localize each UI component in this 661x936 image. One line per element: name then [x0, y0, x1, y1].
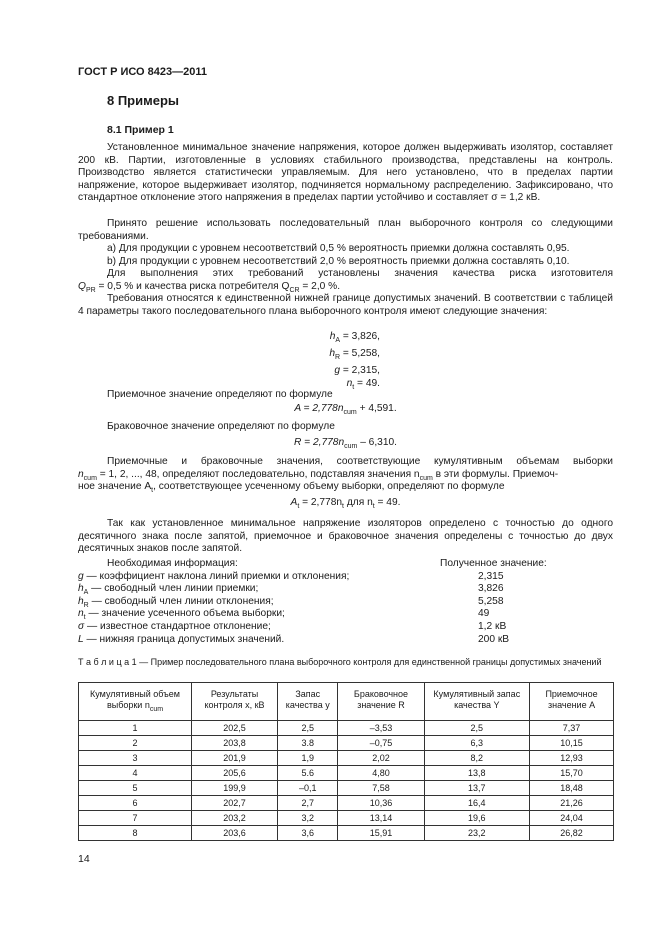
reject-formula: $R = 2,778n_{cum} - 6,310$.	[293, 437, 398, 451]
table-row	[79, 811, 614, 826]
table-row	[79, 721, 614, 736]
table-cell: 201,9	[192, 751, 278, 766]
param-nt: $n_t = 49$.	[346, 378, 380, 392]
table-cell: –0,1	[278, 781, 338, 796]
table-cell: 13,8	[424, 766, 530, 781]
table-cell: 2,5	[424, 721, 530, 736]
paragraph-3-line-1: Для выполнения этих требований установлены значения качества риска изготовителя	[107, 268, 613, 279]
table-cell: 202,5	[192, 721, 278, 736]
page-number: 14	[78, 853, 90, 865]
table-cell: 13,14	[338, 811, 424, 826]
param-hr: $h_R = 5,258$,	[329, 348, 380, 362]
table-header-cell: Запас качества y	[278, 683, 338, 721]
table-body	[79, 721, 614, 841]
table-cell: 202,7	[192, 796, 278, 811]
table-header-cell: Кумулятивный запас качества Y	[424, 683, 530, 721]
table-row	[79, 781, 614, 796]
param-ha: $h_A = 3,826$,	[329, 331, 380, 345]
table-cell: 3,6	[278, 826, 338, 841]
table-cell: 3,2	[278, 811, 338, 826]
table-cell: 8	[79, 826, 192, 841]
table-cell: 3.8	[278, 736, 338, 751]
subsection-title: 8.1 Пример 1	[107, 124, 174, 136]
table-row	[79, 736, 614, 751]
table-cell: 18,48	[530, 781, 614, 796]
table-row	[79, 766, 614, 781]
table-cell: 15,91	[338, 826, 424, 841]
item-b: b) Для продукции с уровнем несоответствий 2,0 % вероятность приемки должна составлять 0,10.	[107, 256, 570, 267]
paragraph-2: Принято решение использовать последовательный план выборочного контроля со следующими требованиями.	[78, 218, 613, 242]
table-row	[79, 751, 614, 766]
info-row: $h_A$ — свободный член линии приемки; 3,826	[78, 583, 504, 597]
table-cell: 24,04	[530, 811, 614, 826]
table-cell: 5.6	[278, 766, 338, 781]
table-cell: 7,37	[530, 721, 614, 736]
table-cell: 1	[79, 721, 192, 736]
table-cell: 4	[79, 766, 192, 781]
table-cell: 203,6	[192, 826, 278, 841]
accept-formula: $A = 2,778n_{cum} + 4,591$.	[294, 403, 397, 417]
table-cell: 7,58	[338, 781, 424, 796]
info-row: $n_t$ — значение усеченного объема выборки; 49	[78, 608, 490, 622]
paragraph-6: Так как установленное минимальное напряжение изоляторов определено с точностью до одного десятичного знака после запятой, приемочное и браковочное значения определены с точностью до двух десятичных знаков после запятой.	[78, 518, 613, 555]
info-row: g — коэффициент наклона линий приемки и отклонения; 2,315	[78, 570, 504, 582]
table-caption: Т а б л и ц а 1 — Пример последовательного плана выборочного контроля для единственной границы допустимых значений	[78, 657, 602, 667]
info-row: $h_R$ — свободный член линии отклонения; 5,258	[78, 595, 504, 609]
table-cell: 205,6	[192, 766, 278, 781]
table-cell: 203,2	[192, 811, 278, 826]
info-list	[78, 558, 613, 646]
table-cell: 2,5	[278, 721, 338, 736]
q-pr-symbol: Q	[78, 281, 86, 292]
table-cell: –0,75	[338, 736, 424, 751]
table-row	[79, 796, 614, 811]
table-cell: 203,8	[192, 736, 278, 751]
table-row	[79, 826, 614, 841]
sequential-plan-table	[78, 682, 614, 841]
table-cell: 21,26	[530, 796, 614, 811]
paragraph-1: Установленное минимальное значение напряжения, которое должен выдерживать изолятор, составляет 200 кВ. Партии, изготовленные в условиях стабильного производства, представлены на контроль. Производство является статистически управляемым. Для него установлено, что в пределах партии напряжение, которое выдерживает изолятор, подчиняется нормальному распределению. Зафиксировано, что стандартное отклонение этого напряжения в пределах партии устойчиво и составляет σ = 1,2 кВ.	[78, 142, 613, 204]
table-cell: 3	[79, 751, 192, 766]
reject-intro: Браковочное значение определяют по формуле	[107, 421, 335, 432]
table-cell: 26,82	[530, 826, 614, 841]
param-g: g = 2,315,	[334, 365, 380, 377]
accept-intro: Приемочное значение определяют по формуле	[107, 389, 333, 400]
paragraph-3-line-2: $Q_{PR} = 0,5$ % и качества риска потребителя $Q_{CR} = 2,0$ %.	[78, 281, 341, 295]
table-cell: 2,7	[278, 796, 338, 811]
table-cell: 6,3	[424, 736, 530, 751]
table-cell: –3,53	[338, 721, 424, 736]
table-cell: 8,2	[424, 751, 530, 766]
info-row: L — нижняя граница допустимых значений. 200 кВ	[78, 633, 510, 645]
table-header-row	[79, 683, 614, 721]
table-cell: 23,2	[424, 826, 530, 841]
table-cell: 1,9	[278, 751, 338, 766]
table-cell: 13,7	[424, 781, 530, 796]
table-cell: 199,9	[192, 781, 278, 796]
parameter-list	[300, 330, 380, 394]
table-cell: 2,02	[338, 751, 424, 766]
table-cell: 4,80	[338, 766, 424, 781]
paragraph-5-line-1: Приемочные и браковочные значения, соответствующие кумулятивным объемам выборки	[107, 456, 613, 467]
table-cell: 2	[79, 736, 192, 751]
item-a: a) Для продукции с уровнем несоответствий 0,5 % вероятность приемки должна составлять 0,95.	[107, 243, 570, 254]
table-header-cell: Браковочное значение R	[338, 683, 424, 721]
paragraph-5-line-3: ное значение $A_t$, соответствующее усеченному объему выборки, определяют по формуле	[78, 481, 505, 495]
info-header: Необходимая информация: Полученное значение:	[107, 558, 547, 569]
truncation-formula: $A_t = 2,778n_t$ для $n_t = 49$.	[290, 497, 401, 511]
document-header: ГОСТ Р ИСО 8423—2011	[78, 66, 208, 78]
table-cell: 12,93	[530, 751, 614, 766]
table-header-cell: Результаты контроля x, кВ	[192, 683, 278, 721]
table-cell: 6	[79, 796, 192, 811]
info-row: σ — известное стандартное отклонение; 1,2 кВ	[78, 620, 507, 632]
table-cell: 19,6	[424, 811, 530, 826]
table-header-cell: Приемочное значение A	[530, 683, 614, 721]
table-cell: 5	[79, 781, 192, 796]
table-cell: 10,15	[530, 736, 614, 751]
table-cell: 15,70	[530, 766, 614, 781]
paragraph-4: Требования относятся к единственной нижней границе допустимых значений. В соответствии с таблицей 4 параметры такого последовательного плана выборочного контроля имеют следующие значения:	[78, 293, 613, 317]
table-cell: 10,36	[338, 796, 424, 811]
paragraph-5-line-2: $n_{cum} = 1$, 2, ..., 48, определяют последовательно, подставляя значения $n_{cum}$ в эти формулы. Приемоч-	[78, 469, 559, 483]
table-cell: 16,4	[424, 796, 530, 811]
table-cell: 7	[79, 811, 192, 826]
section-title: 8 Примеры	[107, 93, 180, 108]
table-header-cell: Кумулятивный объем выборки $n_{cum}$	[79, 683, 192, 721]
